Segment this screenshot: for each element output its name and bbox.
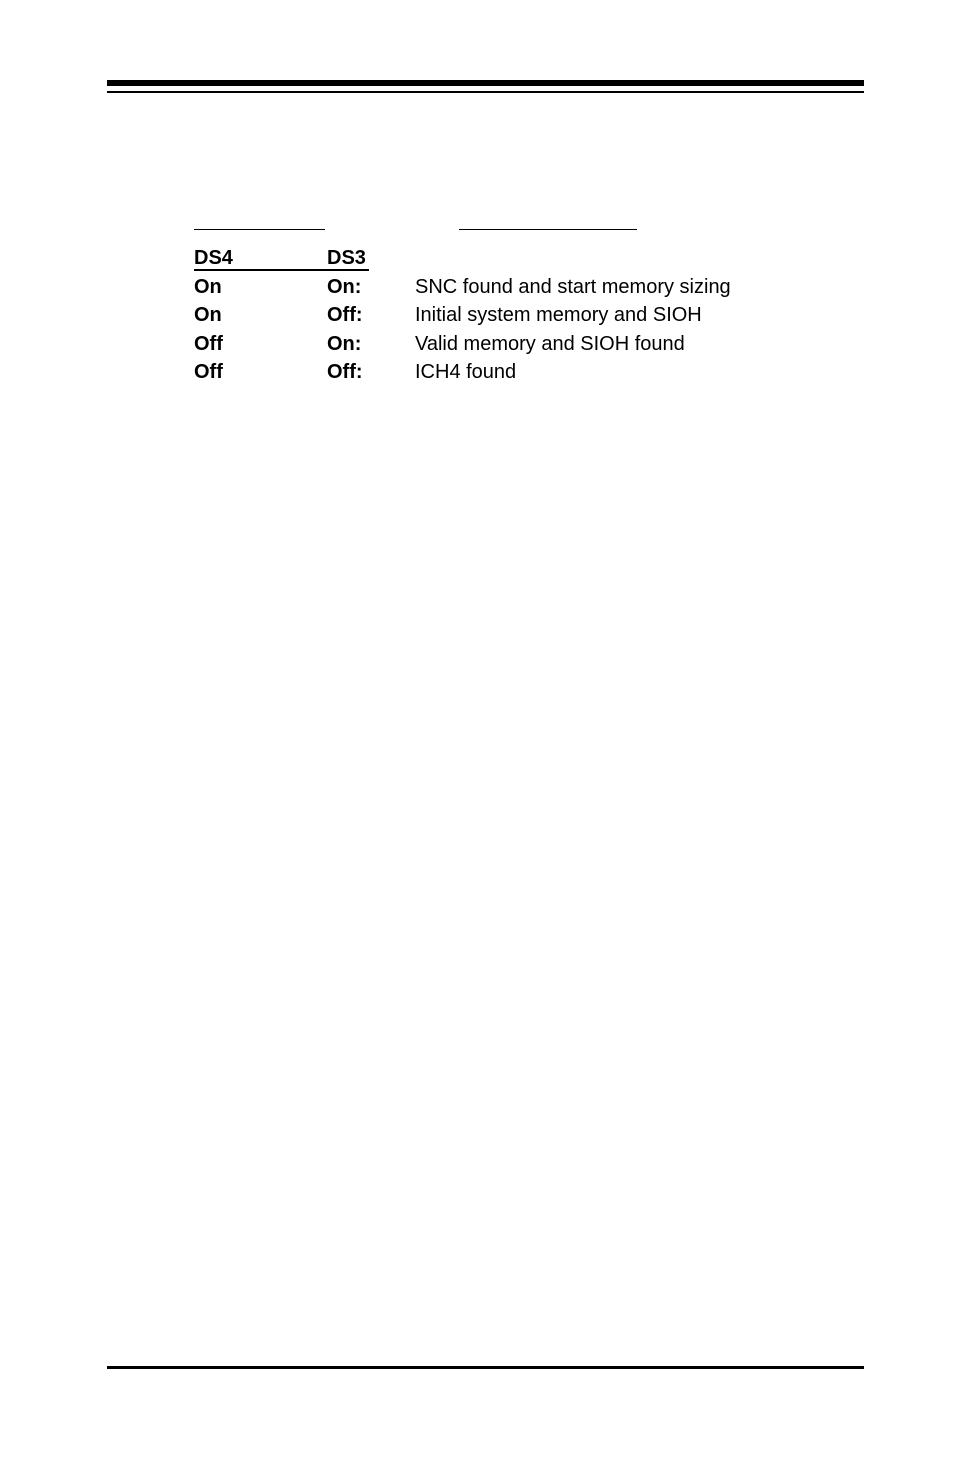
- ds4-value: On: [194, 275, 222, 298]
- header-underline: [194, 269, 369, 271]
- footer-rule: [107, 1366, 864, 1369]
- short-rule-left: [194, 229, 325, 230]
- header-ds4: DS4: [194, 247, 233, 269]
- row-description: Initial system memory and SIOH: [415, 304, 702, 326]
- ds3-value: On:: [327, 332, 362, 355]
- row-description: Valid memory and SIOH found: [415, 332, 685, 355]
- row-description: ICH4 found: [415, 361, 517, 383]
- header-rule-thin: [107, 91, 864, 93]
- ds4-value: On: [194, 304, 222, 326]
- ds4-value: Off: [194, 332, 223, 355]
- ds3-value: On:: [327, 275, 362, 298]
- ds3-value: Off:: [327, 361, 363, 383]
- short-rule-right: [459, 229, 637, 230]
- header-ds3: DS3: [327, 247, 366, 269]
- header-rule-thick: [107, 80, 864, 86]
- ds4-value: Off: [194, 361, 223, 383]
- row-description: SNC found and start memory sizing: [415, 275, 731, 298]
- ds3-value: Off:: [327, 304, 363, 326]
